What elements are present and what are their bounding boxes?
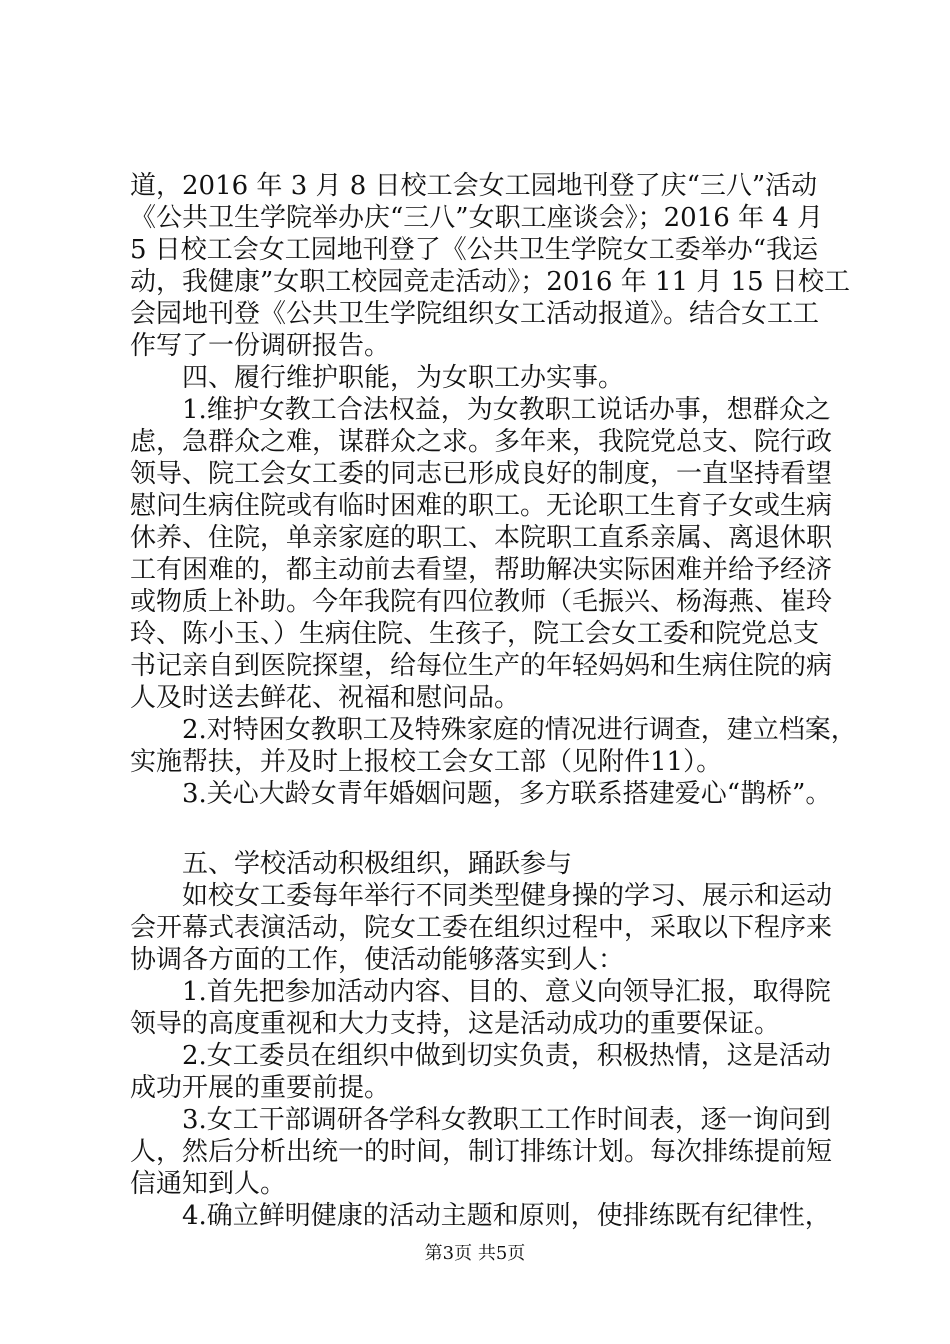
section-heading-four: 四、履行维护职能，为女职工办实事。 (182, 363, 625, 393)
text-line: 会开幕式表演活动，院女工委在组织过程中，采取以下程序来 (130, 913, 833, 943)
text-line: 信通知到人。 (130, 1169, 287, 1199)
text-line: 领导的高度重视和大力支持，这是活动成功的重要保证。 (130, 1009, 781, 1039)
text-line: 领导、院工会女工委的同志已形成良好的制度，一直坚持看望 (130, 459, 833, 489)
text-line: 工有困难的，都主动前去看望，帮助解决实际困难并给予经济 (130, 555, 833, 585)
text-line: 《公共卫生学院举办庆“三八”女职工座谈会》；2016 年 4 月 (130, 203, 824, 233)
text-line: 作写了一份调研报告。 (130, 331, 391, 361)
text-line: 1.首先把参加活动内容、目的、意义向领导汇报，取得院 (182, 977, 831, 1007)
text-line: 协调各方面的工作，使活动能够落实到人： (130, 945, 625, 975)
text-line: 或物质上补助。今年我院有四位教师（毛振兴、杨海燕、崔玲 (130, 587, 833, 617)
document-body (130, 170, 857, 1232)
text-line: 人，然后分析出统一的时间，制订排练计划。每次排练提前短 (130, 1137, 833, 1167)
text-line: 4.确立鲜明健康的活动主题和原则，使排练既有纪律性， (182, 1201, 831, 1231)
page-footer: 第3页 共5页 (424, 1243, 526, 1264)
text-line: 人及时送去鲜花、祝福和慰问品。 (130, 683, 521, 713)
text-line: 3.关心大龄女青年婚姻问题，多方联系搭建爱心“鹊桥”。 (182, 779, 832, 809)
text-line: 休养、住院，单亲家庭的职工、本院职工直系亲属、离退休职 (130, 523, 833, 553)
text-line: 1.维护女教工合法权益，为女教职工说话办事，想群众之 (182, 395, 831, 425)
text-line: 虑，急群众之难，谋群众之求。多年来，我院党总支、院行政 (130, 427, 833, 457)
text-line: 成功开展的重要前提。 (130, 1073, 391, 1103)
paragraph-gap (130, 810, 850, 848)
text-line: 2.对特困女教职工及特殊家庭的情况进行调查，建立档案， (182, 715, 857, 745)
text-line: 如校女工委每年举行不同类型健身操的学习、展示和运动 (182, 881, 833, 911)
text-line: 玲、陈小玉、）生病住院、生孩子，院工会女工委和院党总支 (130, 619, 820, 649)
text-line: 5 日校工会女工园地刊登了《公共卫生学院女工委举办“我运 (130, 235, 819, 265)
text-line: 书记亲自到医院探望，给每位生产的年轻妈妈和生病住院的病 (130, 651, 833, 681)
text-line: 慰问生病住院或有临时困难的职工。无论职工生育子女或生病 (130, 491, 833, 521)
text-line: 实施帮扶，并及时上报校工会女工部（见附件11）。 (130, 747, 723, 777)
section-heading-five: 五、学校活动积极组织，踊跃参与 (182, 849, 573, 879)
text-line: 3.女工干部调研各学科女教职工工作时间表，逐一询问到 (182, 1105, 831, 1135)
text-line: 道，2016 年 3 月 8 日校工会女工园地刊登了庆“三八”活动 (130, 171, 818, 201)
text-line: 动，我健康”女职工校园竞走活动》；2016 年 11 月 15 日校工 (130, 267, 850, 297)
text-line: 会园地刊登《公共卫生学院组织女工活动报道》。结合女工工 (130, 299, 820, 329)
text-line: 2.女工委员在组织中做到切实负责，积极热情，这是活动 (182, 1041, 831, 1071)
